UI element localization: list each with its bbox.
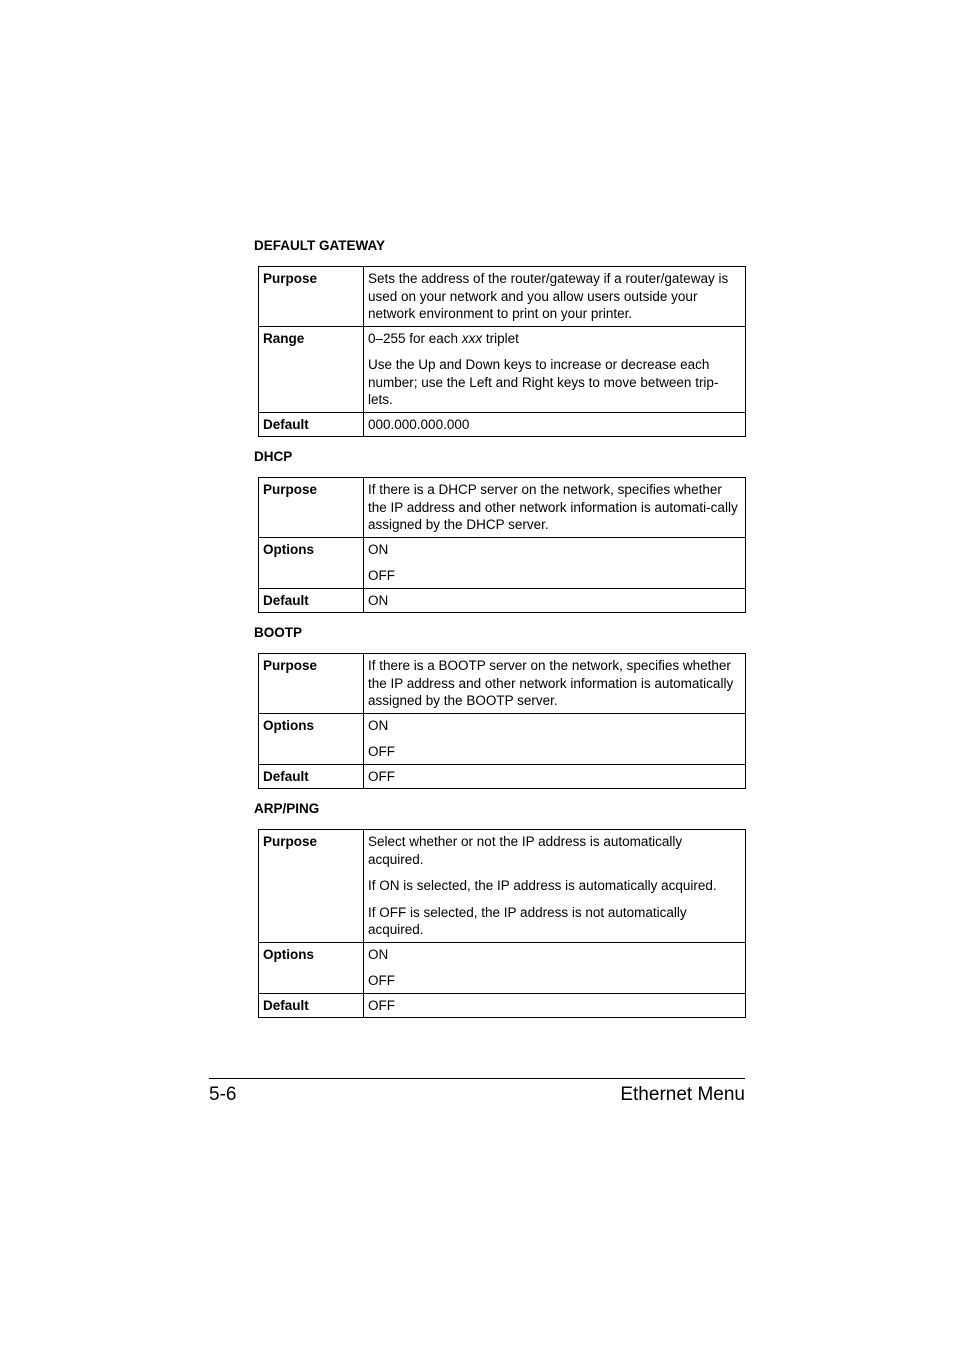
table-row <box>259 326 746 412</box>
table-row <box>259 942 746 993</box>
section-heading-arp-ping: ARP/PING <box>254 801 320 816</box>
value-line: ON <box>368 592 389 608</box>
row-value <box>364 993 746 1018</box>
row-label: Range <box>259 326 364 412</box>
value-line: OFF <box>368 568 395 583</box>
row-label: Options <box>259 537 364 588</box>
range-text-pre: 0–255 for each <box>368 330 462 346</box>
row-value <box>364 326 746 412</box>
table-row <box>259 993 746 1018</box>
value-line: OFF <box>368 768 395 784</box>
table-row <box>259 830 746 943</box>
row-label: Purpose <box>259 654 364 714</box>
value-line: OFF <box>368 997 395 1013</box>
value-line: If OFF is selected, the IP address is not automatically acquired. <box>368 904 687 937</box>
value-line: ON <box>368 717 389 733</box>
row-value <box>364 764 746 789</box>
row-label: Default <box>259 993 364 1018</box>
row-label: Options <box>259 713 364 764</box>
range-text-post: triplet <box>482 330 519 346</box>
page-content <box>254 238 746 1030</box>
value-line <box>368 330 741 348</box>
dhcp-table <box>258 477 746 613</box>
row-value <box>364 713 746 764</box>
range-text-placeholder: xxx <box>461 330 483 346</box>
row-value <box>364 654 746 714</box>
row-label: Default <box>259 588 364 613</box>
section-heading-default-gateway: DEFAULT GATEWAY <box>254 238 386 253</box>
table-row <box>259 654 746 714</box>
row-value <box>364 478 746 538</box>
table-row <box>259 412 746 437</box>
table-row <box>259 588 746 613</box>
page-number: 5-6 <box>209 1084 237 1105</box>
row-label: Purpose <box>259 478 364 538</box>
value-line: ON <box>368 541 389 557</box>
row-value <box>364 537 746 588</box>
section-heading-dhcp: DHCP <box>254 449 293 464</box>
value-line: Select whether or not the IP address is automatically acquired. <box>368 834 683 867</box>
bootp-table <box>258 653 746 789</box>
table-row <box>259 267 746 327</box>
value-line: Use the Up and Down keys to increase or decrease each number; use the Left and Right keys to move between trip-lets. <box>368 357 719 407</box>
row-label: Default <box>259 764 364 789</box>
value-line: ON <box>368 946 389 962</box>
table-row <box>259 478 746 538</box>
row-value <box>364 942 746 993</box>
arp-ping-table <box>258 829 746 1018</box>
table-row <box>259 537 746 588</box>
value-line: Sets the address of the router/gateway if a router/gateway is used on your network and you allow users outside your network environment to print on your printer. <box>368 271 729 321</box>
value-line: 000.000.000.000 <box>368 416 470 432</box>
row-label: Purpose <box>259 830 364 943</box>
chapter-title: Ethernet Menu <box>620 1084 745 1105</box>
value-line: If there is a DHCP server on the network, specifies whether the IP address and other network information is automati-cally assigned by the DHCP server. <box>368 482 738 532</box>
value-line: If ON is selected, the IP address is automatically acquired. <box>368 878 717 893</box>
table-row <box>259 713 746 764</box>
value-line: OFF <box>368 973 395 988</box>
row-label: Options <box>259 942 364 993</box>
value-line: If there is a BOOTP server on the network, specifies whether the IP address and other network information is automatically assigned by the BOOTP server. <box>368 658 734 708</box>
table-row <box>259 764 746 789</box>
row-value <box>364 267 746 327</box>
default-gateway-table <box>258 266 746 437</box>
footer-divider <box>209 1078 745 1079</box>
value-line: OFF <box>368 744 395 759</box>
row-value <box>364 830 746 943</box>
section-heading-bootp: BOOTP <box>254 625 303 640</box>
row-value <box>364 588 746 613</box>
row-value <box>364 412 746 437</box>
row-label: Purpose <box>259 267 364 327</box>
row-label: Default <box>259 412 364 437</box>
